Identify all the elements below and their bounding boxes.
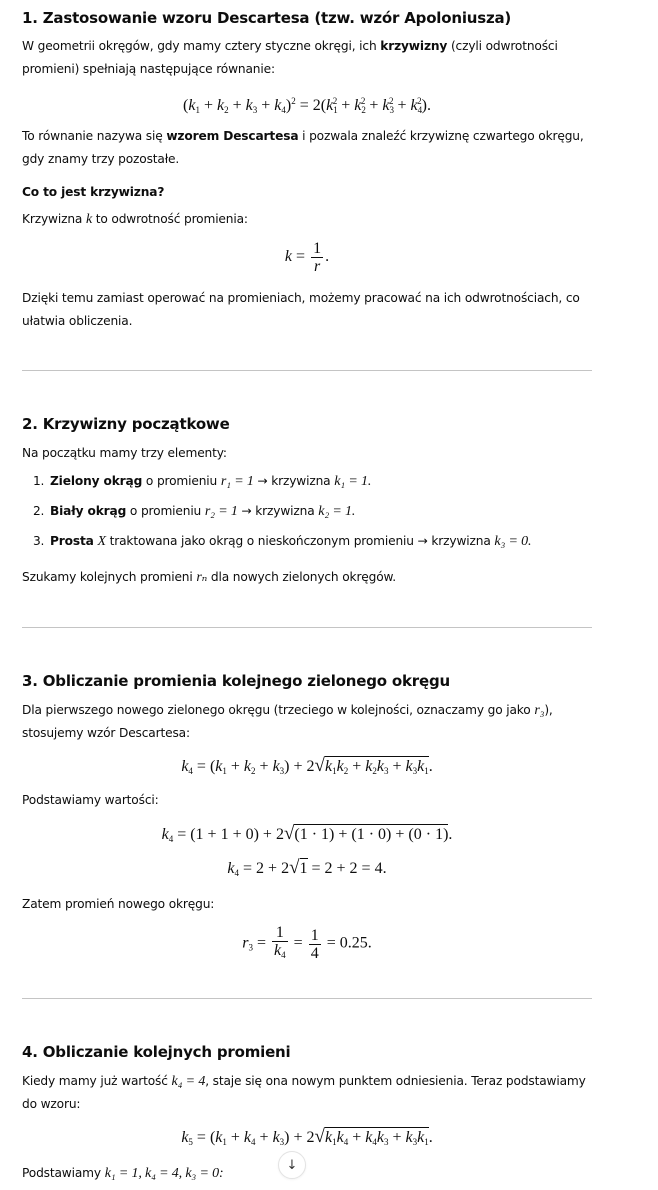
section-3-paragraph-1 xyxy=(22,699,592,745)
math-var: r₃ xyxy=(534,703,545,718)
text: dla nowych zielonych okręgów. xyxy=(207,570,396,584)
section-1-paragraph-4: Dzięki temu zamiast operować na promieniach, możemy pracować na ich odwrotnościach, co ułatwia obliczenia. xyxy=(22,291,580,328)
section-3-paragraph-2: Podstawiamy wartości: xyxy=(22,793,159,807)
math: k₂ = 1. xyxy=(318,504,356,519)
text: (czyli odwrotności promieni) spełniają następujące równanie: xyxy=(22,39,558,76)
bold-term: krzywizny xyxy=(380,39,448,53)
subheading-curvature xyxy=(22,181,592,204)
scroll-down-button[interactable] xyxy=(278,1151,306,1179)
divider xyxy=(22,370,592,371)
math: r₁ = 1 xyxy=(220,474,254,489)
curvature-formula: k = $\frac{1}{r}$ . xyxy=(284,240,330,275)
text: to odwrotność promienia: xyxy=(92,212,248,226)
r3-formula: $r_3$ = $\frac{1}{k_4}$ = $\frac{1}{4}$ = 0.25. xyxy=(22,924,592,964)
section-1-paragraph-3 xyxy=(22,208,592,231)
bold-term: Zielony okrąg xyxy=(50,474,143,488)
text: Krzywizna xyxy=(22,212,86,226)
text: Szukamy kolejnych promieni xyxy=(22,570,197,584)
math-var: k xyxy=(85,212,93,227)
text: → krzywizna xyxy=(237,504,319,518)
descartes-formula: $(k_1 + k_2 + k_3 + k_4)^2 = 2(k_1^2 + k_2^2 + k_3^2 + k_4^2)$. xyxy=(183,96,431,115)
k5-formula: $k_5 = (k_1 + k_4 + k_3) + 2√k_1k_4 + k_4k_3 + k_3k_1$. xyxy=(22,1126,592,1153)
list-item xyxy=(48,500,618,523)
text: Podstawiamy xyxy=(22,1166,105,1180)
section-1-paragraph-2 xyxy=(22,125,592,171)
text: traktowana jako okrąg o nieskończonym promieniu xyxy=(105,534,414,548)
k4-result-formula: $k_4 = 2 + 2√1 = 2 + 2 = 4$. xyxy=(227,857,387,878)
divider xyxy=(22,998,592,999)
math-var: X xyxy=(97,534,106,549)
text: Kiedy mamy już wartość xyxy=(22,1074,172,1088)
bold-term: Prosta xyxy=(50,534,94,548)
section-2-intro: Na początku mamy trzy elementy: xyxy=(22,446,227,460)
text: ), stosujemy wzór Descartesa: xyxy=(22,703,553,740)
text: To równanie nazywa się xyxy=(22,129,167,143)
bold-term: wzorem Descartesa xyxy=(166,129,299,143)
math: r₂ = 1 xyxy=(204,504,238,519)
text: → krzywizna xyxy=(253,474,335,488)
section-1-heading: 1. Zastosowanie wzoru Descartesa (tzw. wzór Apoloniusza) xyxy=(22,9,512,27)
section-2-heading: 2. Krzywizny początkowe xyxy=(22,415,230,433)
bold-term: Biały okrąg xyxy=(50,504,127,518)
initial-elements-list xyxy=(22,470,618,560)
section-1-intro xyxy=(22,35,592,81)
sqrt: $√k_1k_4 + k_4k_3 + k_3k_1$ xyxy=(314,1126,429,1147)
divider xyxy=(22,627,592,628)
arrow-down-icon: ↓ xyxy=(286,1157,298,1173)
math: k₃ = 0. xyxy=(494,534,532,549)
section-2-outro xyxy=(22,566,592,589)
text: i pozwala znaleźć krzywiznę czwartego okręgu, gdy znamy trzy pozostałe. xyxy=(22,129,584,166)
list-item xyxy=(48,530,618,553)
section-4-paragraph-1 xyxy=(22,1070,592,1116)
k4-formula: $k_4 = (k_1 + k_2 + k_3) + 2√k_1k_2 + k_2k_3 + k_3k_1$. xyxy=(22,755,592,782)
sqrt: $√k_1k_2 + k_2k_3 + k_3k_1$ xyxy=(314,755,429,776)
math: k₁ = 1. xyxy=(334,474,372,489)
text: → krzywizna xyxy=(413,534,495,548)
subheading-text: Co to jest krzywizna? xyxy=(22,185,165,199)
text: o promieniu xyxy=(126,504,205,518)
fraction: $\frac{1}{r}$ xyxy=(313,240,322,275)
list-item xyxy=(48,470,618,493)
section-3-heading: 3. Obliczanie promienia kolejnego zielonego okręgu xyxy=(22,672,450,690)
math-var: rₙ xyxy=(196,570,208,585)
section-4-heading: 4. Obliczanie kolejnych promieni xyxy=(22,1043,291,1061)
math: k₄ = 4 xyxy=(171,1074,206,1089)
fraction: $\frac{1}{k_4}$ xyxy=(274,924,286,960)
text: W geometrii okręgów, gdy mamy cztery styczne okręgi, ich xyxy=(22,39,381,53)
math: k₁ = 1, k₄ = 4, k₃ = 0: xyxy=(104,1166,224,1181)
k4-substitution-formula: $k_4 = (1 + 1 + 0) + 2√(1 \cdot 1) + (1 \cdot 0) + (0 \cdot 1)$. xyxy=(161,823,453,844)
section-3-paragraph-3: Zatem promień nowego okręgu: xyxy=(22,897,215,911)
text: o promieniu xyxy=(142,474,221,488)
sqrt: √1 xyxy=(289,857,308,878)
section-4-paragraph-2 xyxy=(22,1162,592,1185)
fraction: $\frac{1}{4}$ xyxy=(310,926,319,962)
text: Dla pierwszego nowego zielonego okręgu (trzeciego w kolejności, oznaczamy go jako xyxy=(22,703,535,717)
sqrt: √(1 · 1) + (1 · 0) + (0 · 1) xyxy=(283,823,449,844)
text: , staje się ona nowym punktem odniesienia. Teraz podstawiamy do wzoru: xyxy=(22,1074,586,1111)
